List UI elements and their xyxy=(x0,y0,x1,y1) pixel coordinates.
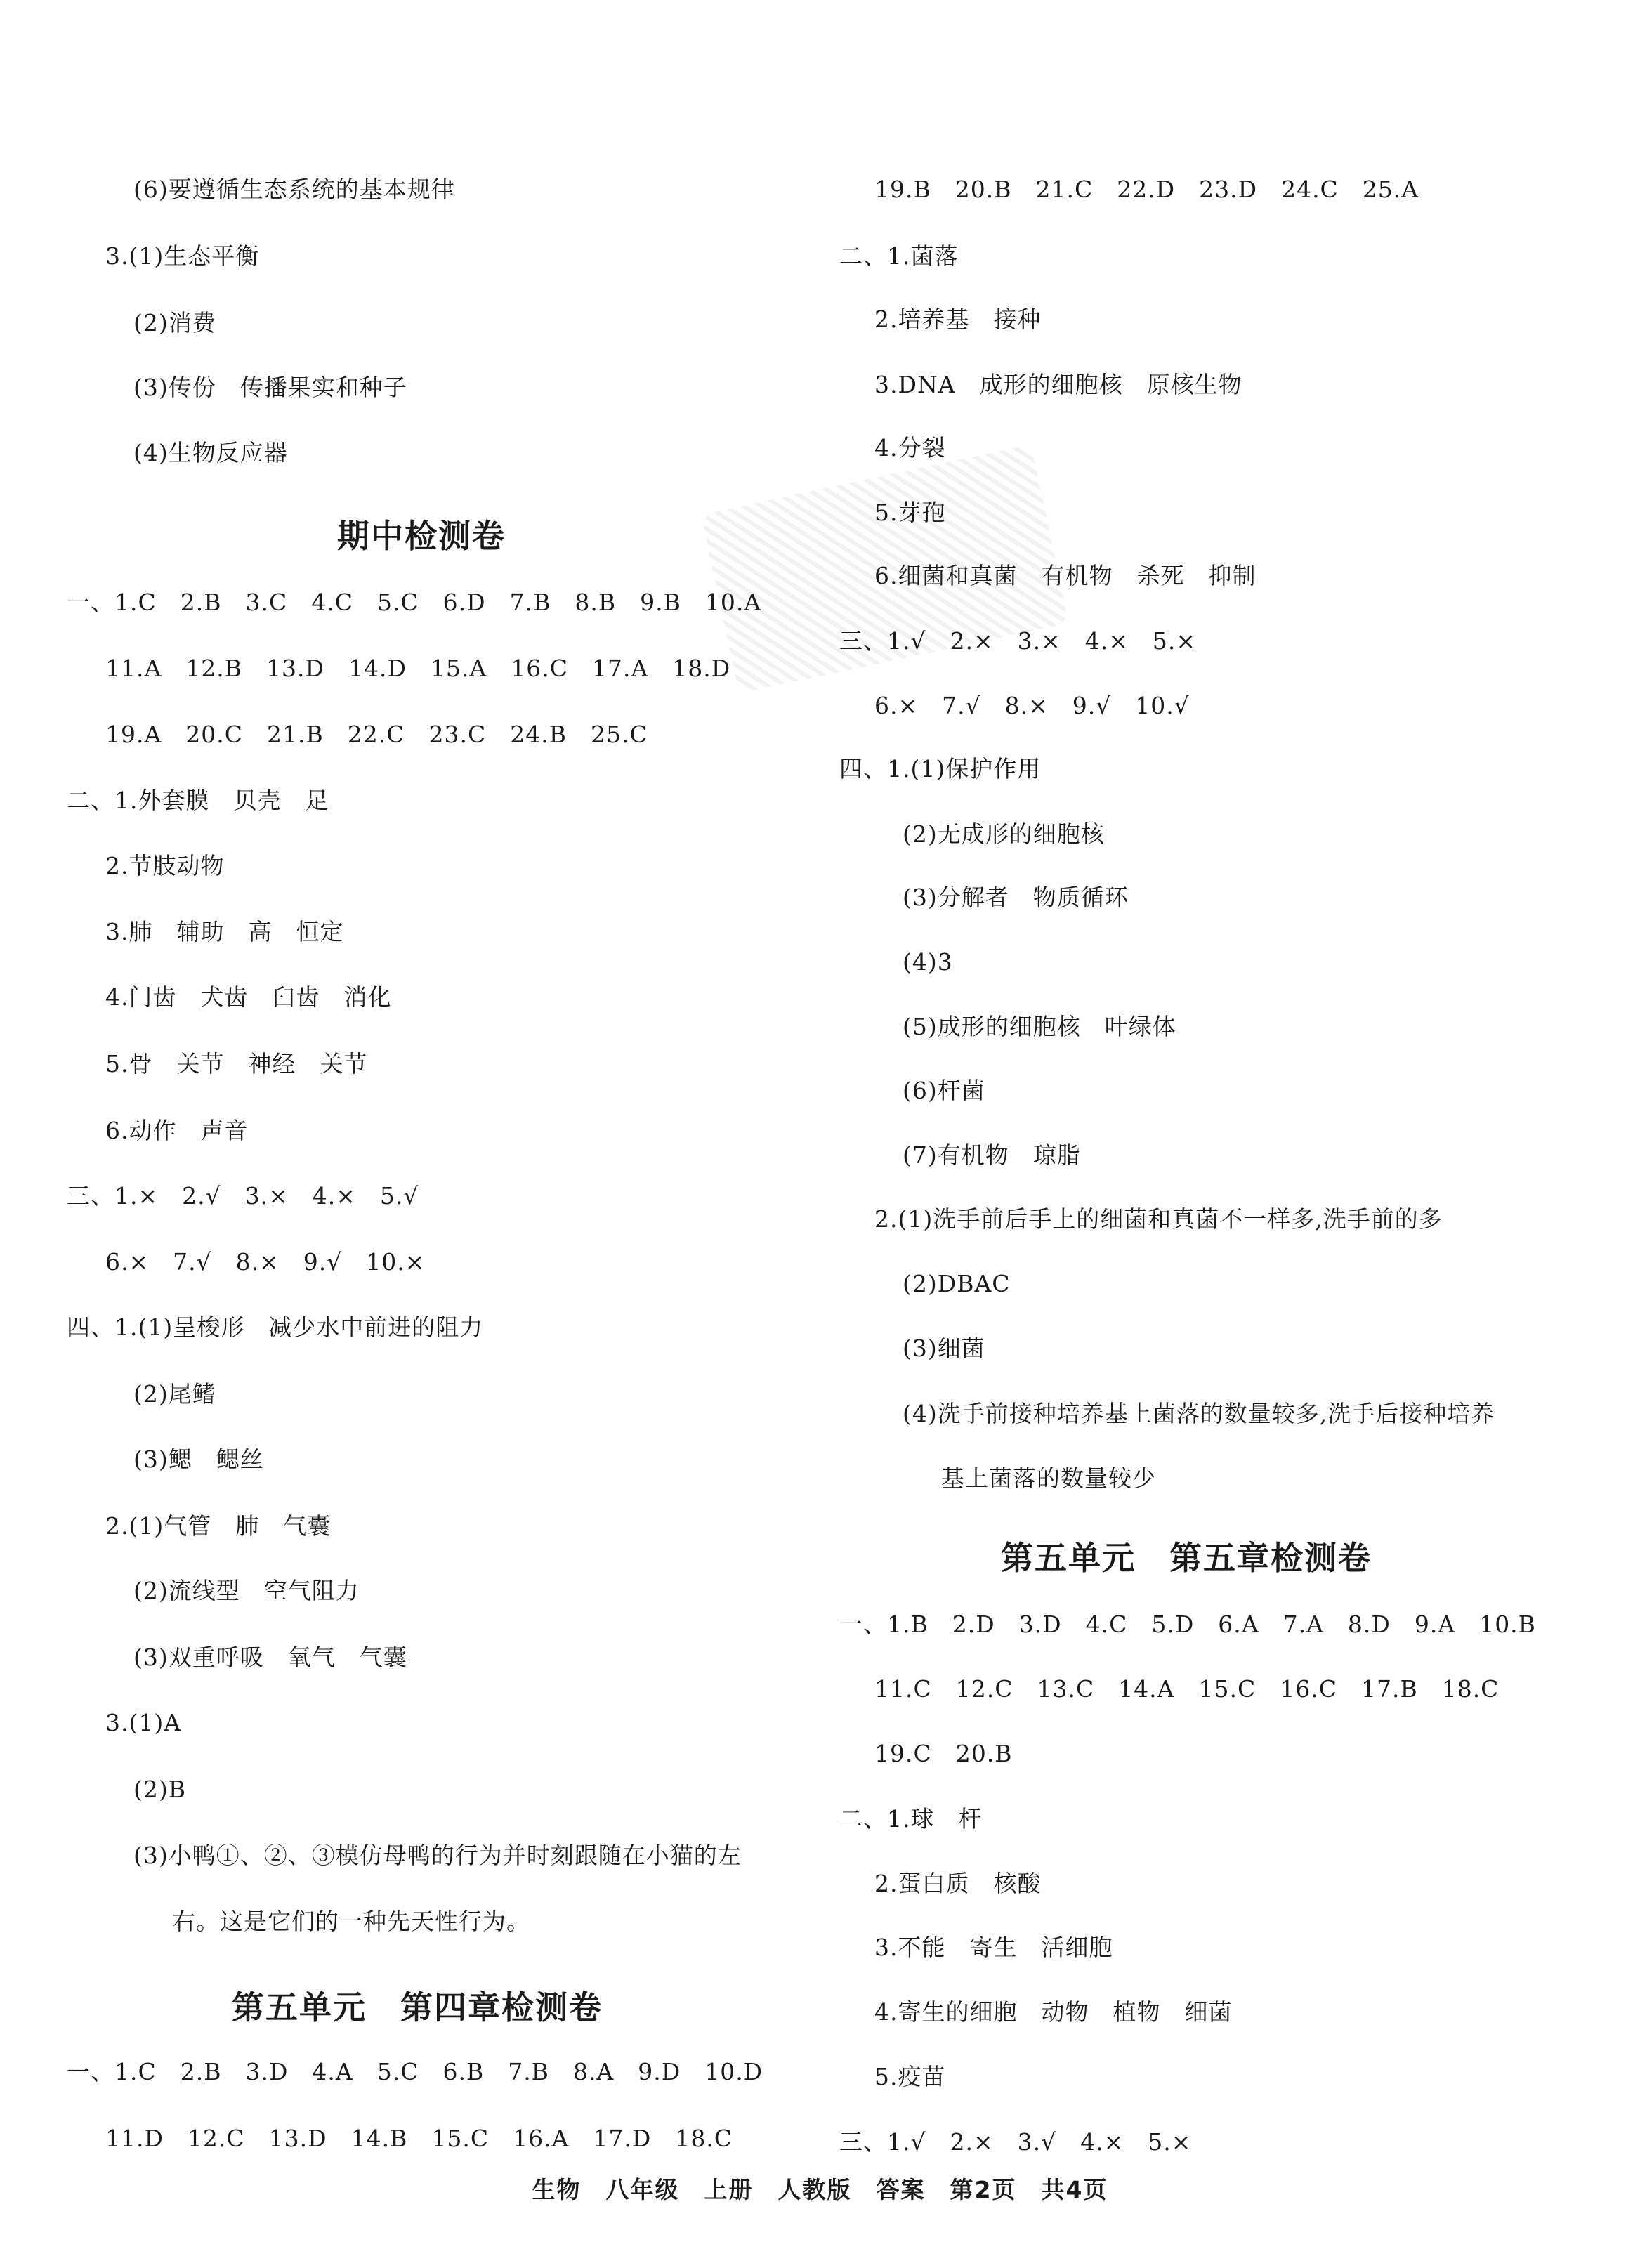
answer-line: (3)双重呼吸 氧气 气囊 xyxy=(133,1644,407,1671)
answer-line: 一、1.C 2.B 3.C 4.C 5.C 6.D 7.B 8.B 9.B 10.A xyxy=(67,589,762,616)
answer-line: 四、1.(1)保护作用 xyxy=(839,755,1042,782)
answer-line: 3.不能 寄生 活细胞 xyxy=(874,1934,1113,1961)
answer-line: 2.节肢动物 xyxy=(105,852,225,879)
answer-line: 基上菌落的数量较少 xyxy=(941,1464,1156,1492)
answer-line: 4.分裂 xyxy=(874,434,946,461)
answer-line: (4)生物反应器 xyxy=(133,439,288,466)
answer-line: 四、1.(1)呈梭形 减少水中前进的阻力 xyxy=(67,1313,484,1341)
answer-line: 一、1.B 2.D 3.D 4.C 5.D 6.A 7.A 8.D 9.A 10.B xyxy=(839,1611,1536,1638)
answer-line: 5.芽孢 xyxy=(874,499,946,526)
answer-line: 三、1.√ 2.× 3.× 4.× 5.× xyxy=(839,627,1197,655)
answer-line: (4)洗手前接种培养基上菌落的数量较多,洗手后接种培养 xyxy=(903,1400,1495,1427)
answer-line: 3.DNA 成形的细胞核 原核生物 xyxy=(874,371,1242,398)
answer-line: 二、1.外套膜 贝壳 足 xyxy=(67,787,329,814)
answer-line: 一、1.C 2.B 3.D 4.A 5.C 6.B 7.B 8.A 9.D 10.D xyxy=(67,2058,763,2085)
answer-line: (2)尾鳍 xyxy=(133,1380,216,1408)
answer-line: 2.培养基 接种 xyxy=(874,306,1042,333)
answer-line: 11.C 12.C 13.C 14.A 15.C 16.C 17.B 18.C xyxy=(874,1675,1500,1703)
answer-line: (2)DBAC xyxy=(903,1270,1011,1297)
answer-line: 19.B 20.B 21.C 22.D 23.D 24.C 25.A xyxy=(874,176,1419,203)
answer-line: 6.× 7.√ 8.× 9.√ 10.√ xyxy=(874,692,1190,719)
answer-line: 2.(1)洗手前后手上的细菌和真菌不一样多,洗手前的多 xyxy=(874,1205,1443,1233)
answer-line: (3)分解者 物质循环 xyxy=(903,884,1129,911)
answer-line: 三、1.√ 2.× 3.√ 4.× 5.× xyxy=(839,2128,1192,2156)
answer-line: 5.骨 关节 神经 关节 xyxy=(105,1050,368,1077)
answer-line: (3)小鸭①、②、③模仿母鸭的行为并时刻跟随在小猫的左 xyxy=(133,1842,742,1869)
answer-line: (3)细菌 xyxy=(903,1335,985,1362)
right-column xyxy=(822,0,1594,2268)
answer-line: 19.A 20.C 21.B 22.C 23.C 24.B 25.C xyxy=(105,721,648,748)
answer-line: 二、1.球 杆 xyxy=(839,1805,983,1833)
answer-line: 19.C 20.B xyxy=(874,1740,1013,1767)
answer-line: 3.(1)生态平衡 xyxy=(105,242,260,270)
answer-line: 6.细菌和真菌 有机物 杀死 抑制 xyxy=(874,562,1257,589)
answer-line: 4.寄生的细胞 动物 植物 细菌 xyxy=(874,1998,1233,2026)
answer-line: (6)杆菌 xyxy=(903,1077,985,1104)
answer-line: 11.D 12.C 13.D 14.B 15.C 16.A 17.D 18.C xyxy=(105,2125,733,2152)
answer-line: (2)消费 xyxy=(133,309,216,336)
answer-line: (7)有机物 琼脂 xyxy=(903,1141,1081,1169)
answer-line: (2)B xyxy=(133,1776,186,1803)
answer-line: 二、1.菌落 xyxy=(839,242,959,270)
answer-line: 4.门齿 犬齿 臼齿 消化 xyxy=(105,983,392,1011)
left-column xyxy=(0,0,773,2268)
answer-line: (2)流线型 空气阻力 xyxy=(133,1577,360,1604)
answer-line: (5)成形的细胞核 叶绿体 xyxy=(903,1013,1176,1040)
section-heading: 期中检测卷 xyxy=(337,517,506,555)
answer-line: 2.蛋白质 核酸 xyxy=(874,1870,1042,1897)
answer-line: 2.(1)气管 肺 气囊 xyxy=(105,1512,332,1540)
answer-line: (6)要遵循生态系统的基本规律 xyxy=(133,176,455,203)
answer-line: 6.× 7.√ 8.× 9.√ 10.× xyxy=(105,1248,426,1276)
answer-line: 6.动作 声音 xyxy=(105,1117,249,1144)
answer-line: 3.肺 辅助 高 恒定 xyxy=(105,918,344,945)
answer-line: 11.A 12.B 13.D 14.D 15.A 16.C 17.A 18.D xyxy=(105,655,731,682)
section-heading: 第五单元 第五章检测卷 xyxy=(1001,1539,1372,1577)
answer-line: (2)无成形的细胞核 xyxy=(903,820,1105,848)
section-heading: 第五单元 第四章检测卷 xyxy=(232,1988,603,2026)
answer-line: 3.(1)A xyxy=(105,1709,182,1736)
answer-line: 三、1.× 2.√ 3.× 4.× 5.√ xyxy=(67,1182,419,1210)
answer-line: 右。这是它们的一种先天性行为。 xyxy=(172,1908,530,1935)
answer-line: 5.疫苗 xyxy=(874,2063,946,2090)
answer-line: (4)3 xyxy=(903,948,953,976)
page-footer: 生物 八年级 上册 人教版 答案 第2页 共4页 xyxy=(532,2176,1108,2203)
answer-line: (3)鳃 鳃丝 xyxy=(133,1446,264,1473)
answer-line: (3)传份 传播果实和种子 xyxy=(133,374,407,401)
